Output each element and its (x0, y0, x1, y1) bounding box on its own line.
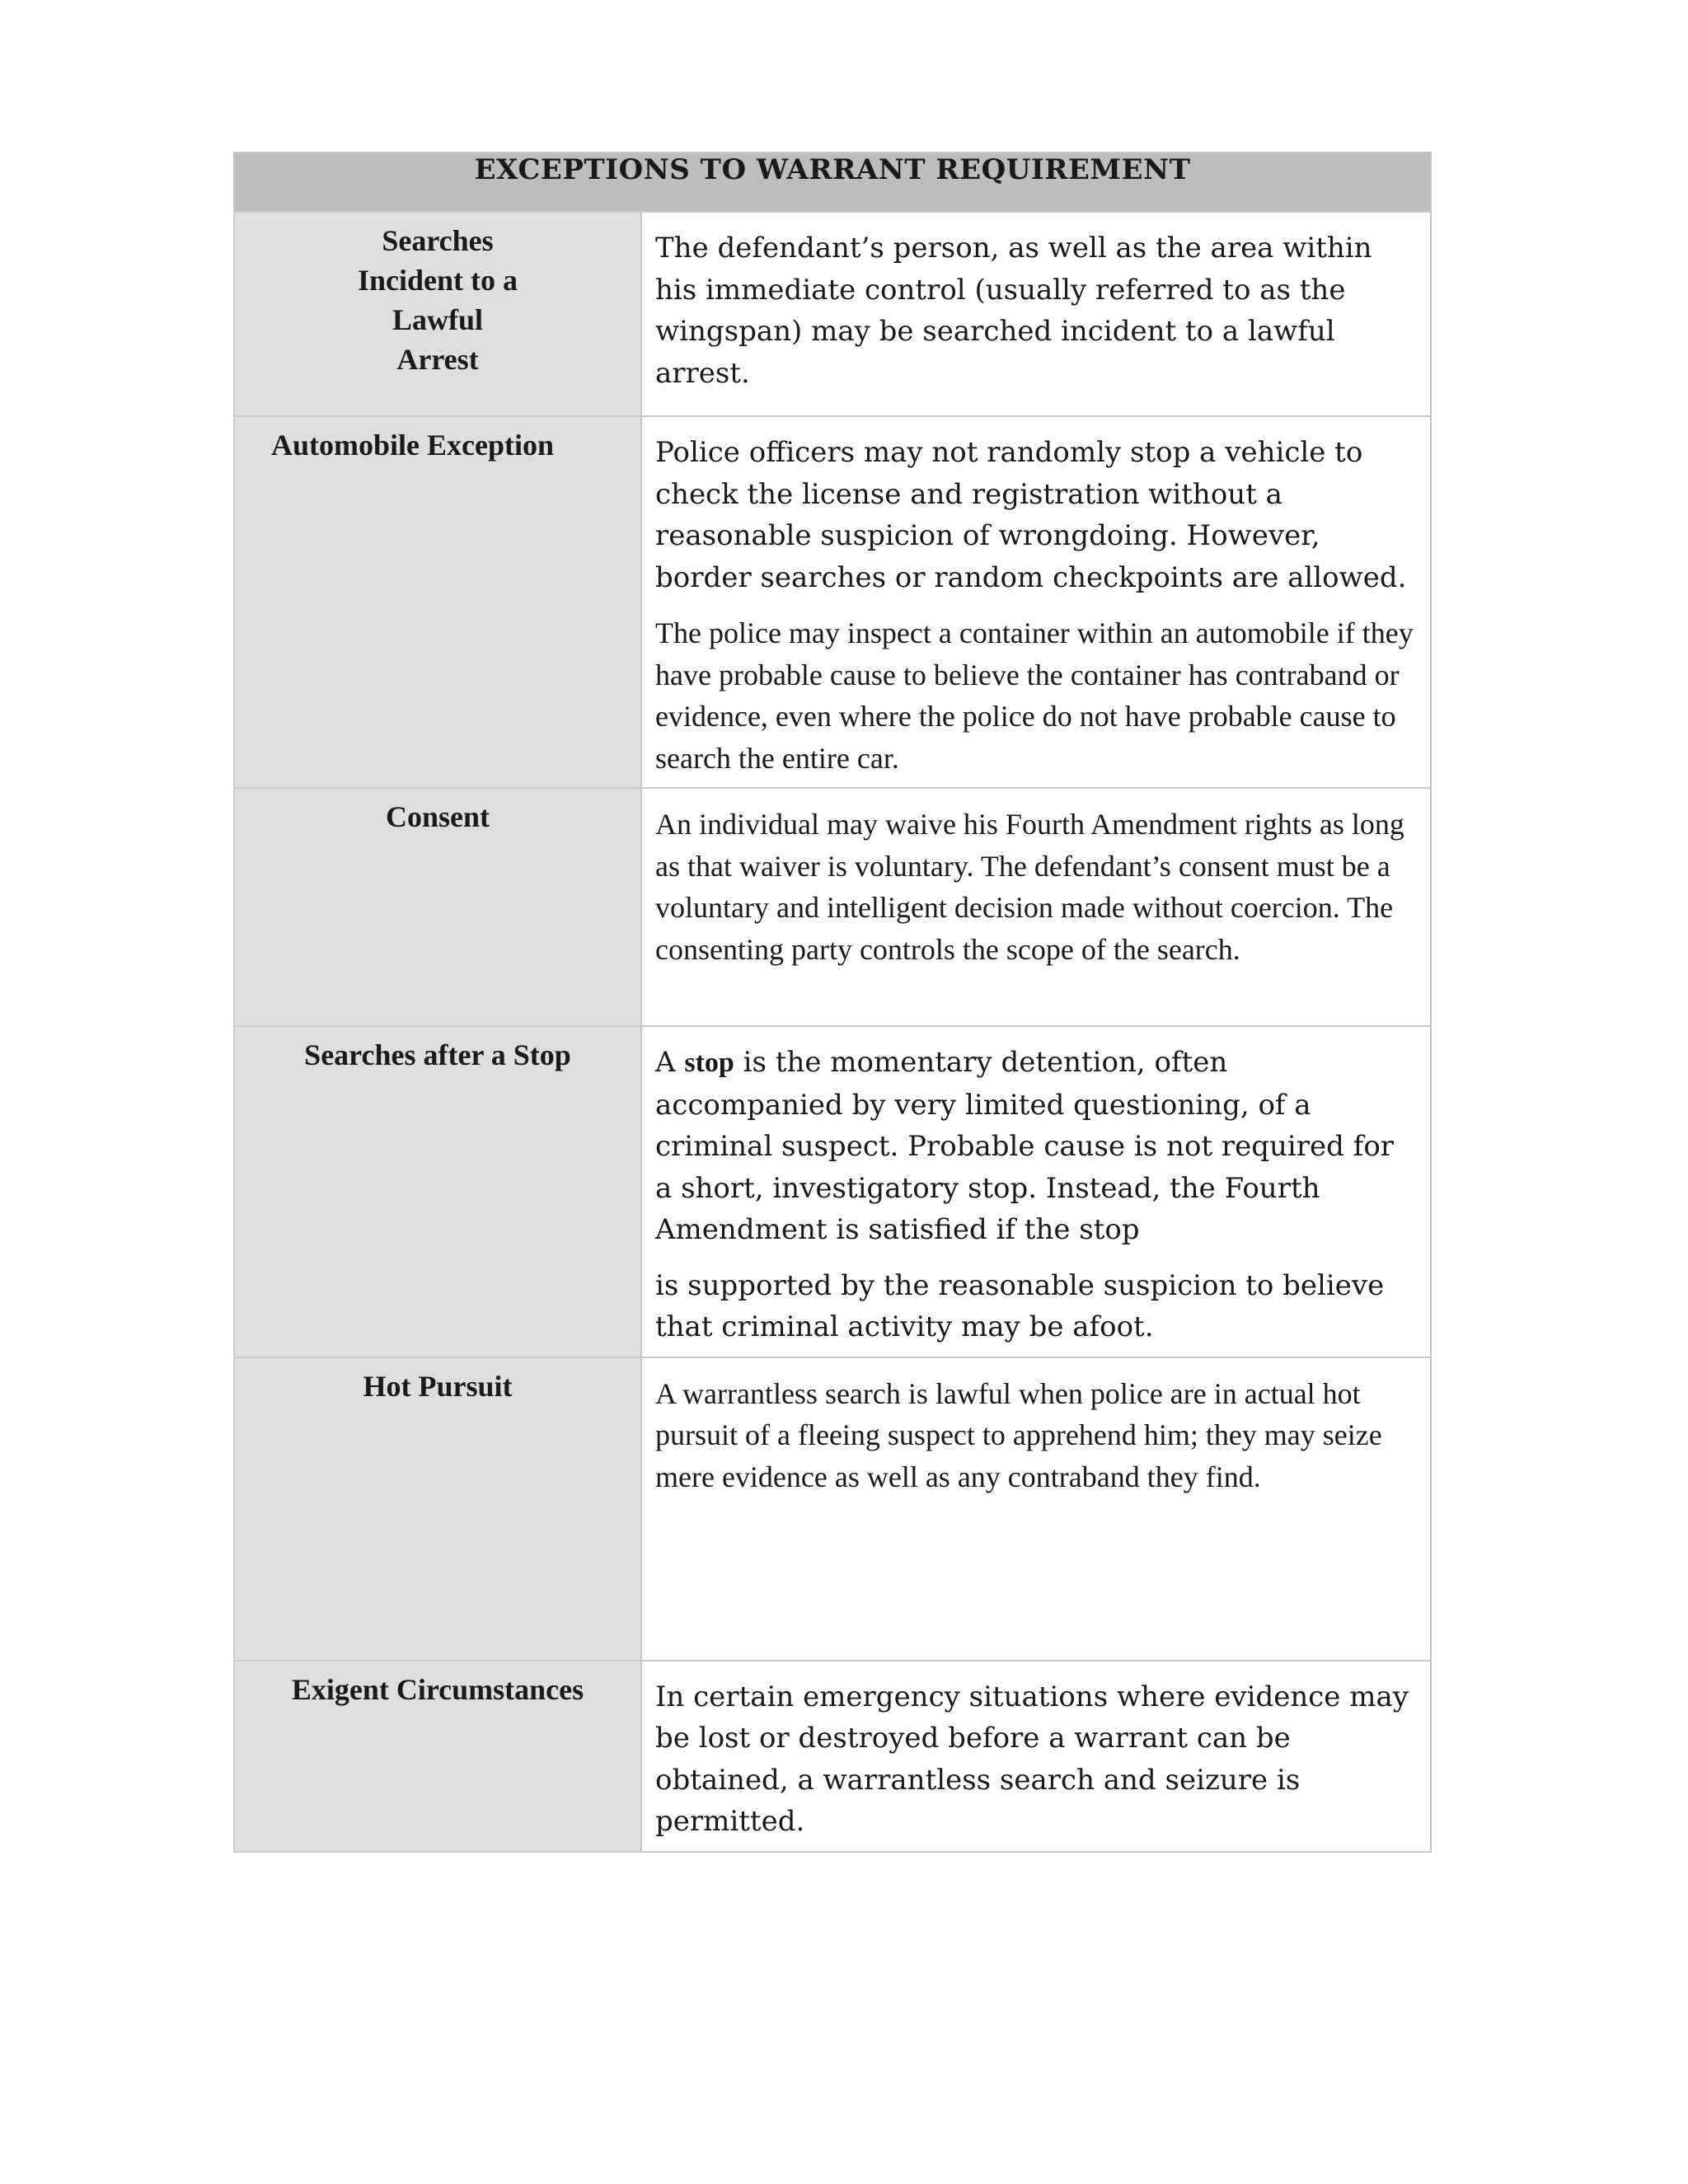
row-description (641, 1661, 1431, 1852)
description-paragraph: is supported by the reasonable suspicion to believe that criminal activity may be afoot. (655, 1268, 1385, 1343)
label-line: Lawful (392, 303, 484, 336)
text-span: A (655, 1046, 685, 1079)
label-line: Arrest (396, 343, 479, 376)
table-row (234, 416, 1431, 788)
row-label-consent: Consent (234, 788, 641, 1026)
description-paragraph: In certain emergency situations where evidence may be lost or destroyed before a warrant can be obtained, a warrantless search and seizure is permitted. (655, 1680, 1409, 1838)
table-row (234, 1026, 1431, 1357)
text-span: is the momentary detention, often accompanied by very limited questioning, of a criminal suspect. Probable cause is not required for a short, investigatory stop. Instead, the Fourth Amendment is satisfied if the stop (655, 1046, 1395, 1246)
row-description (641, 1026, 1431, 1357)
bold-term-stop: stop (684, 1047, 734, 1078)
table-row (234, 1661, 1431, 1852)
description-paragraph: The defendant’s person, as well as the area within his immediate control (usually referred to as the wingspan) may be searched incident to a lawful arrest. (655, 232, 1372, 390)
table-row (234, 788, 1431, 1026)
row-description (641, 788, 1431, 1026)
row-label-automobile-exception: Automobile Exception (234, 416, 641, 788)
description-paragraph (655, 1042, 1418, 1251)
label-line: Searches (382, 224, 494, 257)
table-title: EXCEPTIONS TO WARRANT REQUIREMENT (234, 152, 1431, 212)
row-description (641, 416, 1431, 788)
row-label-exigent-circumstances: Exigent Circumstances (234, 1661, 641, 1852)
row-label-hot-pursuit: Hot Pursuit (234, 1357, 641, 1661)
description-paragraph: A warrantless search is lawful when police are in actual hot pursuit of a fleeing suspect to apprehend him; they may seize mere evidence as well as any contraband they find. (655, 1376, 1382, 1493)
row-label-searches-incident-to-arrest (234, 212, 641, 416)
description-paragraph: An individual may waive his Fourth Amendment rights as long as that waiver is voluntary. The defendant’s consent must be a voluntary and intelligent decision made without coercion. The consenting party controls the scope of the search. (655, 808, 1404, 966)
exceptions-table (233, 152, 1432, 1853)
row-description (641, 1357, 1431, 1661)
table-row (234, 212, 1431, 416)
row-description (641, 212, 1431, 416)
row-label-searches-after-stop: Searches after a Stop (234, 1026, 641, 1357)
description-paragraph: Police officers may not randomly stop a vehicle to check the license and registration without a reasonable suspicion of wrongdoing. However, border searches or random checkpoints are allowed. (655, 436, 1407, 594)
label-line: Incident to a (357, 264, 518, 297)
table-header-row (234, 152, 1431, 212)
table-row (234, 1357, 1431, 1661)
description-paragraph: The police may inspect a container within an automobile if they have probable cause to believe the container has contraband or evidence, even where the police do not have probable cause to search the entire car. (655, 616, 1414, 775)
